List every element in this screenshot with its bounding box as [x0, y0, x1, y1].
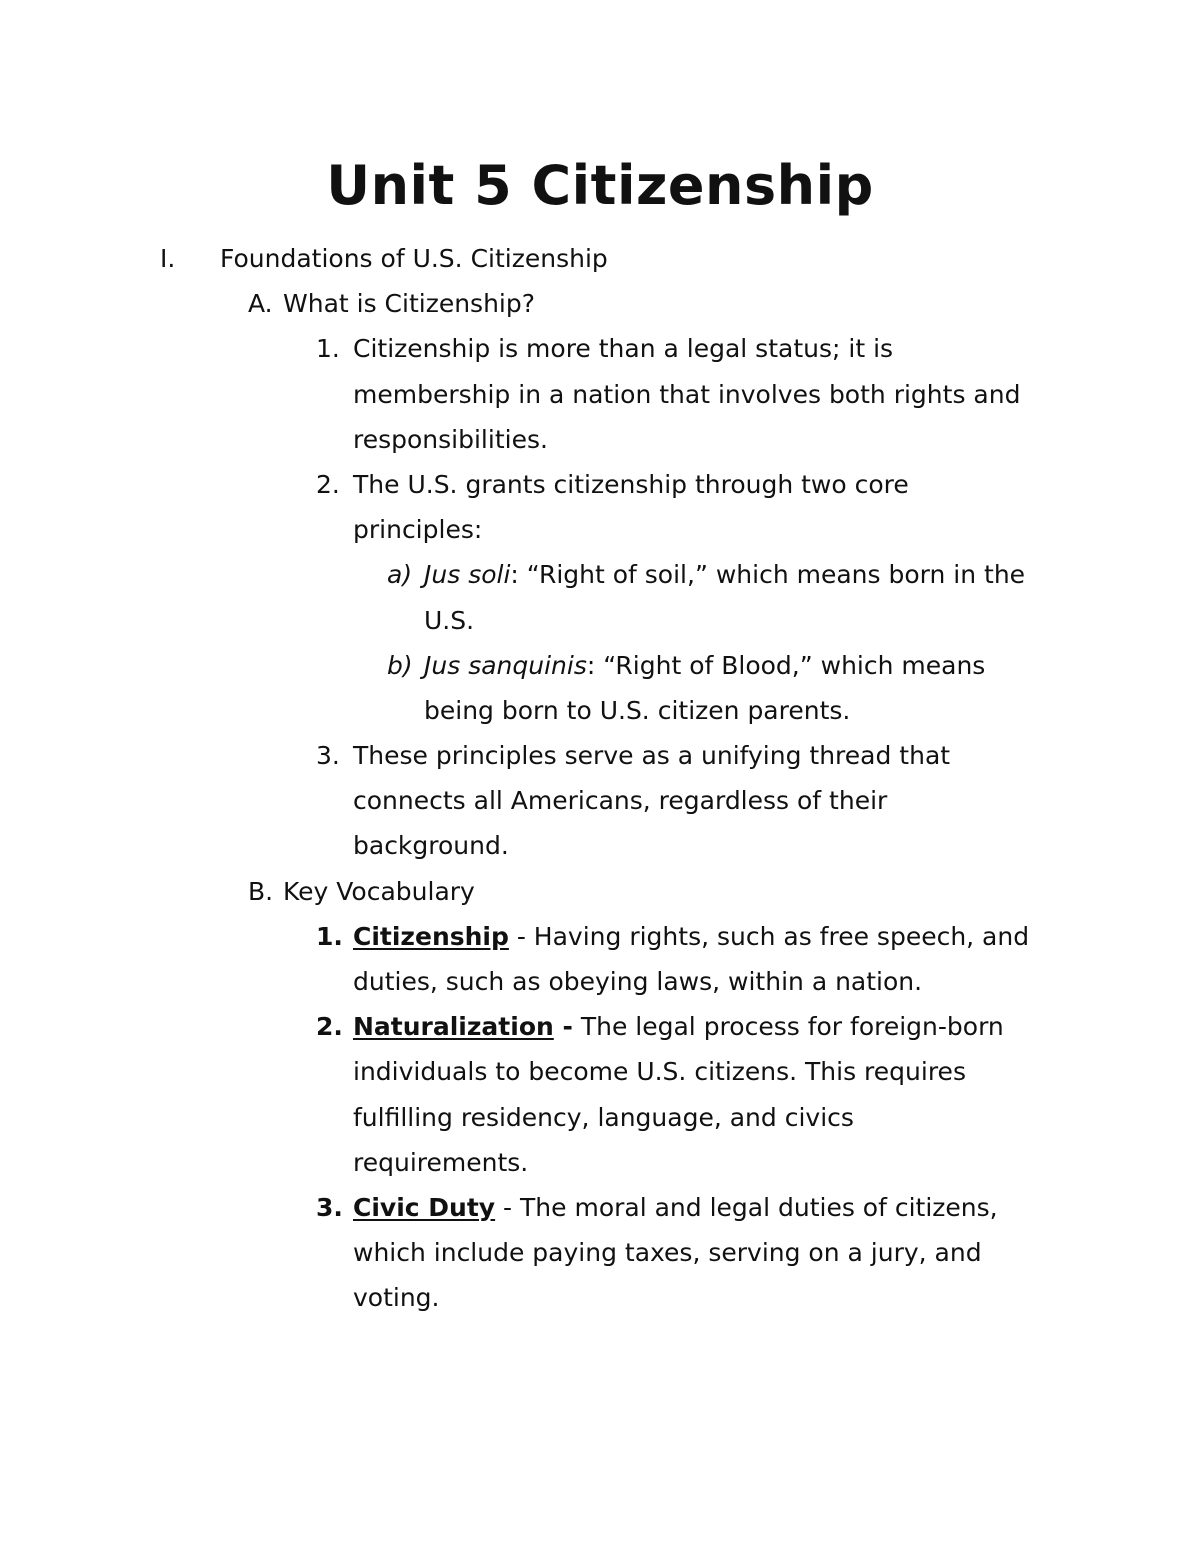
vocab-item-naturalization [0, 1004, 1200, 1049]
vocab-term: Naturalization [353, 1012, 554, 1042]
list-item-text: connects all Americans, regardless of their [353, 786, 888, 816]
list-item-continuation [0, 507, 1200, 552]
number-marker: 1. [316, 334, 340, 364]
list-item [0, 462, 1200, 507]
vocab-item-civic-duty [0, 1185, 1200, 1230]
list-item-continuation [0, 778, 1200, 823]
list-item-continuation [0, 372, 1200, 417]
page-title: Unit 5 Citizenship [326, 154, 874, 217]
outline-item-I [0, 236, 1200, 281]
list-item-text: principles: [353, 515, 483, 545]
section-heading: Foundations of U.S. Citizenship [220, 244, 608, 273]
list-item-text: membership in a nation that involves both rights and [353, 379, 1021, 409]
vocab-definition: duties, such as obeying laws, within a nation. [353, 967, 923, 996]
number-marker: 2. [316, 1012, 343, 1042]
vocab-continuation [0, 1140, 1200, 1185]
number-marker: 2. [316, 469, 340, 499]
outline [0, 236, 1200, 1321]
latin-term: Jus sanquinis [424, 650, 587, 680]
outline-item-A [0, 281, 1200, 326]
list-item-continuation [0, 417, 1200, 462]
vocab-definition: voting. [353, 1283, 440, 1313]
vocab-continuation [0, 1230, 1200, 1275]
list-item-text: responsibilities. [353, 424, 548, 454]
sub-list-item-text [424, 643, 985, 688]
list-item [0, 326, 1200, 371]
vocab-term: Citizenship [353, 921, 509, 951]
list-item-text: The U.S. grants citizenship through two core [353, 469, 909, 499]
subsection-heading: Key Vocabulary [283, 876, 475, 906]
vocab-text [353, 914, 1029, 959]
vocab-continuation [0, 959, 1200, 1004]
number-marker: 3. [316, 741, 340, 771]
number-marker: 1. [316, 921, 343, 951]
sub-list-item-b [0, 643, 1200, 688]
list-item-text: Citizenship is more than a legal status; it is [353, 334, 894, 364]
subsection-heading: What is Citizenship? [283, 289, 536, 319]
list-item-text: background. [353, 831, 509, 861]
sub-list-item-text [424, 552, 1025, 597]
list-item [0, 733, 1200, 778]
vocab-continuation [0, 1095, 1200, 1140]
vocab-definition: The legal process for foreign-born [572, 1012, 1004, 1042]
sub-list-item-continuation [0, 598, 1200, 643]
vocab-definition: requirements. [353, 1147, 529, 1177]
sub-letter-marker: b) [387, 650, 413, 680]
sub-list-item-text: being born to U.S. citizen parents. [424, 695, 851, 725]
sub-list-item-a [0, 552, 1200, 597]
outline-item-B [0, 869, 1200, 914]
sub-letter-marker: a) [387, 560, 413, 590]
letter-marker: B. [248, 876, 274, 906]
vocab-definition: fulfilling residency, language, and civics [353, 1102, 854, 1132]
vocab-item-citizenship [0, 914, 1200, 959]
term-definition: : “Right of soil,” which means born in the [510, 560, 1026, 590]
list-item-text: These principles serve as a unifying thread that [353, 741, 951, 771]
vocab-continuation [0, 1049, 1200, 1094]
vocab-definition: - The moral and legal duties of citizens, [495, 1192, 998, 1222]
vocab-continuation [0, 1275, 1200, 1320]
vocab-text [353, 1185, 998, 1230]
vocab-definition: which include paying taxes, serving on a jury, and [353, 1238, 982, 1268]
vocab-dash: - [553, 1012, 573, 1042]
sub-list-item-text: U.S. [424, 605, 475, 635]
list-item-continuation [0, 823, 1200, 868]
vocab-definition: - Having rights, such as free speech, and [508, 921, 1030, 951]
latin-term: Jus soli [424, 560, 511, 590]
number-marker: 3. [316, 1192, 343, 1222]
vocab-text [353, 1004, 1004, 1049]
vocab-definition: individuals to become U.S. citizens. This requires [353, 1057, 966, 1087]
vocab-term: Civic Duty [353, 1192, 496, 1222]
term-definition: : “Right of Blood,” which means [586, 650, 986, 680]
letter-marker: A. [248, 289, 273, 319]
sub-list-item-continuation [0, 688, 1200, 733]
roman-numeral-marker: I. [160, 244, 176, 273]
